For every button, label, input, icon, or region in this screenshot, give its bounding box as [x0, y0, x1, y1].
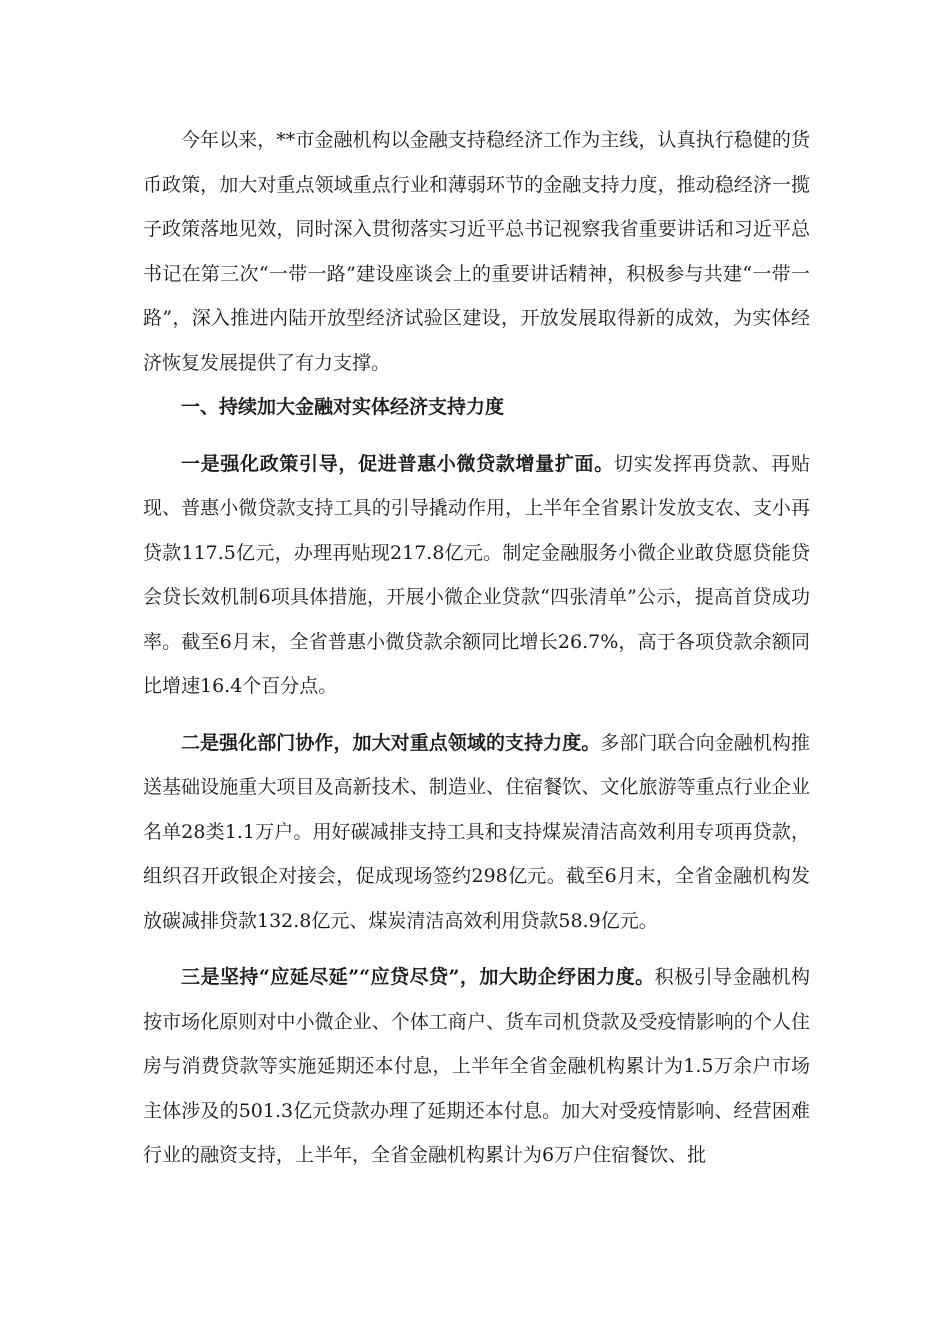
point-text-3: 积极引导金融机构按市场化原则对中小微企业、个体工商户、货车司机贷款及受疫情影响的个人住房与消费贷款等实施延期还本付息，上半年全省金融机构累计为1.5万余户市场主体涉及的501.3亿元贷款办理了延期还本付息。加大对受疫情影响、经营困难行业的融资支持，上半年，全省金融机构累计为6万户住宿餐饮、批 [143, 966, 810, 1166]
point-text-1: 切实发挥再贷款、再贴现、普惠小微贷款支持工具的引导撬动作用，上半年全省累计发放支农、支小再贷款117.5亿元，办理再贴现217.8亿元。制定金融服务小微企业敢贷愿贷能贷会贷长效机制6项具体措施，开展小微企业贷款“四张清单”公示，提高首贷成功率。截至6月末，全省普惠小微贷款余额同比增长26.7%，高于各项贷款余额同比增速16.4个百分点。 [143, 452, 810, 697]
point-text-2: 多部门联合向金融机构推送基础设施重大项目及高新技术、制造业、住宿餐饮、文化旅游等重点行业企业名单28类1.1万户。用好碳减排支持工具和支持煤炭清洁高效利用专项再贷款，组织召开政银企对接会，促成现场签约298亿元。截至6月末，全省金融机构发放碳减排贷款132.8亿元、煤炭清洁高效利用贷款58.9亿元。 [143, 731, 810, 932]
document-body [143, 118, 810, 1178]
point-lead-1: 一是强化政策引导，促进普惠小微贷款增量扩面。 [181, 452, 614, 475]
point-lead-2: 二是强化部门协作，加大对重点领域的支持力度。 [181, 731, 601, 754]
intro-paragraph: 今年以来，**市金融机构以金融支持稳经济工作为主线，认真执行稳健的货币政策，加大对重点领域重点行业和薄弱环节的金融支持力度，推动稳经济一揽子政策落地见效，同时深入贯彻落实习近平总书记视察我省重要讲话和习近平总书记在第三次“一带一路”建设座谈会上的重要讲话精神，积极参与共建“一带一路”，深入推进内陆开放型经济试验区建设，开放发展取得新的成效，为实体经济恢复发展提供了有力支撑。 [143, 129, 810, 374]
point-lead-3: 三是坚持“应延尽延”“应贷尽贷”，加大助企纾困力度。 [181, 966, 655, 988]
section-heading: 一、持续加大金融对实体经济支持力度 [181, 396, 505, 418]
point-paragraph-2 [143, 721, 810, 944]
point-paragraph-3 [143, 955, 810, 1178]
point-paragraph-1 [143, 442, 810, 709]
